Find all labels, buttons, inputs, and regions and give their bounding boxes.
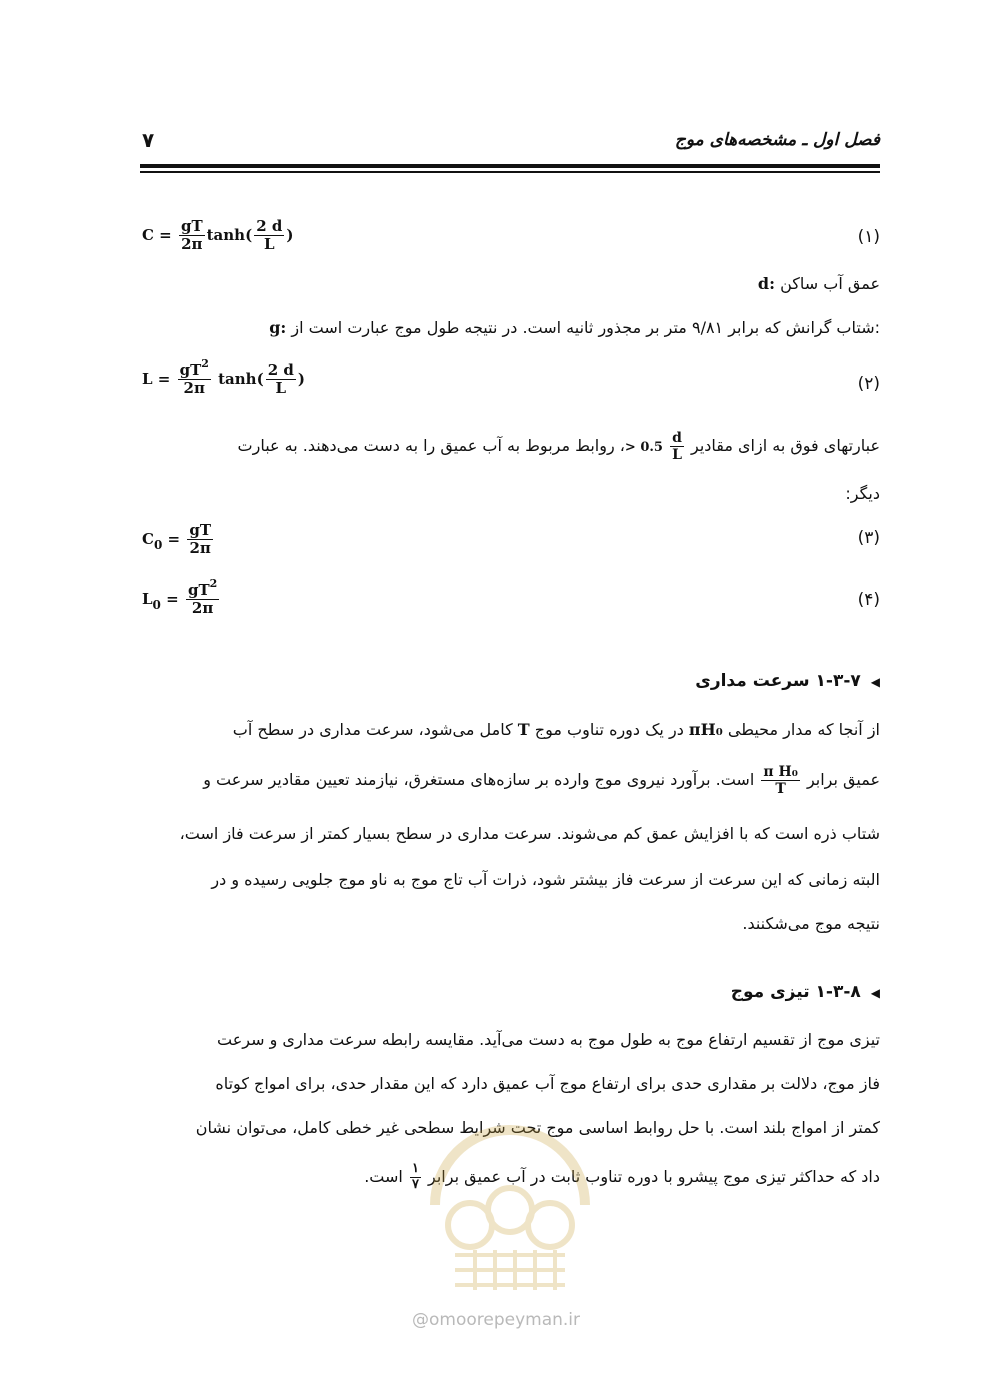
eq2-inner-fraction	[266, 362, 296, 398]
depth-ratio-fraction	[670, 430, 684, 463]
orbital-line2-part-b: است. برآورد نیروی موج وارده بر سازه‌های مستغرق، نیازمند تعیین مقادیر سرعت و	[203, 770, 755, 790]
eq4-lhs-subscript: 0	[152, 597, 161, 612]
eq4-denominator: 2π	[191, 599, 214, 618]
paragraph-deep-water	[238, 430, 880, 463]
eq1-close-paren: )	[286, 225, 294, 244]
eq1-lhs: C =	[142, 225, 172, 244]
section-heading-orbital-velocity	[695, 671, 880, 691]
steepness-line4-part-b: است.	[364, 1166, 403, 1186]
orbital-line2-part-a: عمیق برابر	[806, 770, 880, 790]
steepness-line4-part-a: داد که حداکثر تیزی موج پیشرو با دوره تناوب ثابت در آب عمیق برابر	[428, 1166, 880, 1186]
eq3-lhs-subscript: 0	[153, 537, 163, 552]
eq2-denominator: 2π	[183, 379, 205, 398]
definition-g	[269, 320, 880, 336]
header-rule-thick	[140, 164, 880, 168]
max-steepness-numerator: ۱	[411, 1161, 419, 1176]
equation-2-number: (۲)	[857, 374, 880, 394]
orbital-line1-part-a: از آنجا که مدار محیطی	[727, 720, 880, 739]
eq4-exponent: 2	[209, 577, 218, 590]
max-steepness-denominator: ۷	[411, 1176, 419, 1192]
eq3-lhs: C	[142, 529, 154, 548]
eq2-lhs: L =	[142, 369, 171, 388]
paragraph-deep-water-line2: دیگر:	[845, 484, 880, 503]
eq1-denominator: 2π	[181, 235, 203, 254]
eq1-inner-numerator: 2 d	[256, 217, 283, 235]
equation-4-number: (۴)	[857, 590, 880, 610]
watermark-url: @omoorepeyman.ir	[411, 1310, 581, 1330]
equation-1	[142, 218, 293, 254]
running-header-title: فصل اول ـ مشخصه‌های موج	[674, 130, 880, 150]
equation-4	[142, 577, 221, 618]
orbital-line1-part-b: در یک دوره تناوب موج	[534, 720, 684, 739]
section-heading-wave-steepness-text: ۱-۳-۸ تیزی موج	[730, 982, 861, 1002]
orbital-velocity-line-4: البته زمانی که این سرعت از سرعت فاز بیشتر شود، ذرات آب تاج موج به ناو موج جلویی رسیده و در	[211, 870, 880, 889]
eq2-close-paren: )	[297, 369, 305, 388]
eq3-denominator: 2π	[189, 539, 211, 558]
eq1-numerator: gT	[180, 217, 203, 235]
eq3-equals: =	[167, 529, 181, 548]
definition-g-text: شتاب گرانش که برابر ۹/۸۱ متر بر مجذور ثانیه است. در نتیجه طول موج عبارت است از:	[291, 318, 880, 337]
eq2-inner-numerator: 2 d	[267, 361, 294, 379]
equation-3-number: (۳)	[857, 528, 880, 548]
eq2-inner-denominator: L	[275, 379, 287, 398]
eq1-fraction	[179, 218, 205, 254]
eq3-fraction	[187, 522, 213, 558]
eq4-numerator: gT	[187, 581, 210, 599]
orbital-velocity-line-5: نتیجه موج می‌شکنند.	[742, 914, 880, 933]
eq2-fraction	[178, 357, 211, 398]
paragraph-deep-water-part-b: ، روابط مربوط به آب عمیق را به دست می‌دهند. به عبارت	[237, 436, 625, 456]
paragraph-deep-water-part-a: عبارتهای فوق به ازای مقادیر	[691, 436, 880, 456]
definition-d-symbol: d:	[757, 274, 775, 293]
orbital-velocity-line-1	[233, 722, 880, 738]
wave-steepness-line-3: کمتر از امواج بلند است. با حل روابط اساسی موج تحت شرایط سطحی غیر خطی کامل، می‌توان نشان	[195, 1118, 880, 1137]
watermark-logo	[415, 1115, 605, 1295]
eq3-numerator: gT	[189, 521, 212, 539]
eq1-function: tanh(	[206, 225, 253, 244]
header-rule-thin	[140, 171, 880, 173]
section-heading-wave-steepness	[731, 982, 880, 1002]
heading-bullet-icon: ◀	[870, 675, 880, 689]
wave-steepness-line-2: فاز موج، دلالت بر مقداری حدی برای ارتفاع موج آب عمیق دارد که این مقدار حدی، برای امواج کوتاه	[215, 1074, 880, 1093]
orbital-line1-part-c: کامل می‌شود، سرعت مداری در سطح آب	[232, 720, 513, 739]
equation-3	[142, 522, 215, 558]
depth-ratio-condition: > 0.5	[624, 440, 663, 456]
eq1-inner-denominator: L	[263, 235, 275, 254]
eq4-fraction	[186, 577, 219, 618]
section-heading-orbital-velocity-text: ۱-۳-۷ سرعت مداری	[695, 671, 861, 691]
equation-2	[142, 357, 305, 398]
eq2-exponent: 2	[201, 357, 209, 370]
orbital-velocity-denominator: T	[761, 780, 799, 797]
orbital-velocity-line-2	[203, 764, 880, 797]
equation-1-number: (۱)	[857, 227, 880, 247]
orbital-velocity-numerator: π H₀	[763, 764, 798, 780]
eq2-numerator: gT	[179, 361, 202, 379]
eq2-function: tanh(	[218, 369, 264, 388]
definition-d	[758, 276, 880, 292]
definition-d-text: عمق آب ساکن	[780, 274, 880, 293]
definition-g-symbol: g:	[269, 318, 287, 337]
heading-bullet-icon: ◀	[870, 986, 880, 1000]
orbital-velocity-line-3: شتاب ذره است که با افزایش عمق کم می‌شوند. سرعت مداری در سطح بسیار کمتر از سرعت فاز است،	[179, 824, 880, 843]
page-number: ۷	[142, 128, 155, 152]
depth-ratio-numerator: d	[670, 430, 684, 447]
wave-period-symbol: T	[517, 720, 530, 739]
depth-ratio-denominator: L	[672, 447, 682, 464]
orbital-perimeter-symbol: πH₀	[688, 720, 723, 739]
eq4-equals: =	[166, 589, 179, 608]
eq4-lhs: L	[142, 589, 153, 608]
eq1-inner-fraction	[254, 218, 284, 254]
orbital-velocity-fraction	[761, 764, 799, 797]
wave-steepness-line-1: تیزی موج از تقسیم ارتفاع موج به طول موج به دست می‌آید. مقایسه رابطه سرعت مداری و سرعت	[217, 1030, 880, 1049]
